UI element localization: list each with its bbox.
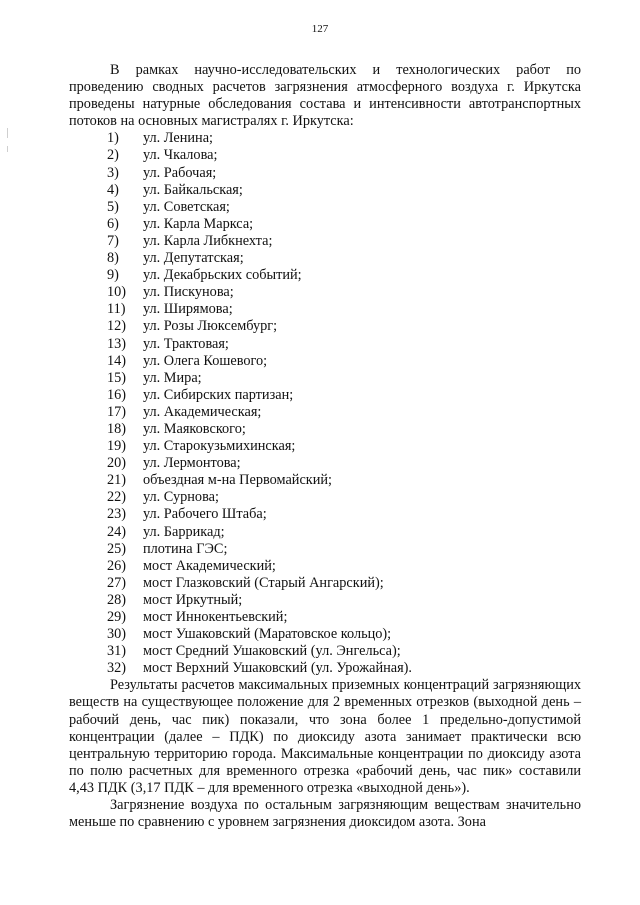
list-item-number: 30) bbox=[107, 626, 127, 643]
list-item bbox=[69, 182, 581, 199]
list-item-number: 14) bbox=[107, 352, 127, 369]
scan-margin-mark bbox=[7, 146, 8, 152]
list-item-name: ул. Карла Маркса; bbox=[143, 215, 254, 232]
list-item bbox=[69, 455, 581, 472]
list-item-name: мост Иркутный; bbox=[143, 591, 243, 608]
list-item-number: 9) bbox=[107, 267, 119, 284]
list-item-number: 17) bbox=[107, 403, 127, 420]
list-item-number: 5) bbox=[107, 198, 119, 215]
list-item-name: объездная м-на Первомайский; bbox=[143, 472, 333, 489]
list-item-number: 32) bbox=[107, 660, 127, 677]
list-item-number: 7) bbox=[107, 232, 119, 249]
list-item-name: плотина ГЭС; bbox=[143, 540, 228, 557]
list-item bbox=[69, 233, 581, 250]
list-item bbox=[69, 558, 581, 575]
list-item bbox=[69, 147, 581, 164]
list-item-number: 23) bbox=[107, 506, 127, 523]
list-item-name: ул. Баррикад; bbox=[143, 523, 225, 540]
list-item-name: мост Верхний Ушаковский (ул. Урожайная). bbox=[143, 660, 413, 677]
list-item-number: 24) bbox=[107, 523, 127, 540]
list-item bbox=[69, 506, 581, 523]
list-item-number: 29) bbox=[107, 609, 127, 625]
list-item bbox=[69, 609, 581, 626]
list-item-name: ул. Лермонтова; bbox=[143, 455, 241, 472]
list-item bbox=[69, 643, 581, 660]
list-item bbox=[69, 438, 581, 455]
street-list bbox=[69, 130, 581, 677]
list-item-name: мост Средний Ушаковский (ул. Энгельса); bbox=[143, 643, 401, 660]
pollution-paragraph: Загрязнение воздуха по остальным загрязняющим веществам значительно меньше по сравнению с уровнем загрязнения диоксидом азота. Зона bbox=[69, 797, 581, 831]
list-item-name: ул. Декабрьских событий; bbox=[143, 267, 302, 284]
list-item-name: мост Глазковский (Старый Ангарский); bbox=[143, 574, 384, 591]
list-item-name: мост Ушаковский (Маратовское кольцо); bbox=[143, 626, 392, 643]
list-item-name: ул. Старокузьмихинская; bbox=[143, 438, 296, 455]
list-item-number: 21) bbox=[107, 472, 127, 489]
list-item bbox=[69, 489, 581, 506]
list-item-number: 25) bbox=[107, 540, 127, 557]
list-item bbox=[69, 524, 581, 541]
list-item bbox=[69, 541, 581, 558]
list-item bbox=[69, 318, 581, 335]
list-item-name: ул. Мира; bbox=[143, 369, 202, 386]
list-item-number: 1) bbox=[107, 130, 119, 147]
list-item-name: ул. Сибирских партизан; bbox=[143, 386, 294, 403]
list-item bbox=[69, 660, 581, 677]
list-item-number: 10) bbox=[107, 284, 127, 301]
list-item bbox=[69, 301, 581, 318]
list-item bbox=[69, 404, 581, 421]
list-item-name: ул. Маяковского; bbox=[143, 420, 246, 437]
list-item-name: ул. Розы Люксембург; bbox=[143, 318, 278, 335]
intro-paragraph: В рамках научно-исследовательских и технологических работ по проведению сводных расчетов загрязнения атмосферного воздуха г. Иркутска проведены натурные обследования состава и интенсивности автотранспортных потоков на основных магистралях г. Иркутска: bbox=[69, 62, 581, 130]
list-item bbox=[69, 267, 581, 284]
list-item-name: ул. Байкальская; bbox=[143, 181, 243, 198]
list-item-name: ул. Академическая; bbox=[143, 403, 262, 420]
list-item-number: 26) bbox=[107, 557, 127, 574]
list-item-name: ул. Чкалова; bbox=[143, 147, 218, 164]
list-item-number: 2) bbox=[107, 147, 119, 164]
list-item-name: ул. Пискунова; bbox=[143, 284, 234, 301]
list-item-name: мост Иннокентьевский; bbox=[143, 609, 288, 625]
list-item bbox=[69, 165, 581, 182]
list-item bbox=[69, 421, 581, 438]
list-item bbox=[69, 250, 581, 267]
list-item-number: 8) bbox=[107, 250, 119, 267]
list-item bbox=[69, 199, 581, 216]
list-item-name: ул. Рабочая; bbox=[143, 164, 217, 181]
list-item bbox=[69, 130, 581, 147]
list-item bbox=[69, 353, 581, 370]
list-item bbox=[69, 592, 581, 609]
list-item bbox=[69, 575, 581, 592]
list-item-name: ул. Олега Кошевого; bbox=[143, 352, 268, 369]
list-item-number: 22) bbox=[107, 489, 127, 506]
list-item bbox=[69, 370, 581, 387]
scan-margin-mark bbox=[7, 128, 8, 138]
list-item-number: 6) bbox=[107, 215, 119, 232]
list-item-number: 31) bbox=[107, 643, 127, 660]
page-number: 127 bbox=[311, 23, 329, 35]
list-item-number: 13) bbox=[107, 335, 127, 352]
list-item bbox=[69, 387, 581, 404]
list-item bbox=[69, 336, 581, 353]
list-item-name: ул. Ширямова; bbox=[143, 301, 233, 318]
list-item-name: ул. Советская; bbox=[143, 198, 230, 215]
list-item-name: мост Академический; bbox=[143, 557, 276, 574]
list-item bbox=[69, 472, 581, 489]
list-item-number: 16) bbox=[107, 386, 127, 403]
list-item-number: 19) bbox=[107, 438, 127, 455]
list-item-name: ул. Карла Либкнехта; bbox=[143, 232, 273, 249]
list-item bbox=[69, 284, 581, 301]
list-item bbox=[69, 216, 581, 233]
list-item-number: 28) bbox=[107, 591, 127, 608]
list-item-name: ул. Сурнова; bbox=[143, 489, 219, 506]
list-item-number: 12) bbox=[107, 318, 127, 335]
list-item-number: 11) bbox=[107, 301, 126, 318]
list-item-number: 4) bbox=[107, 181, 119, 198]
list-item-name: ул. Рабочего Штаба; bbox=[143, 506, 267, 523]
list-item-name: ул. Депутатская; bbox=[143, 250, 244, 267]
list-item-number: 27) bbox=[107, 574, 127, 591]
list-item bbox=[69, 626, 581, 643]
list-item-number: 3) bbox=[107, 164, 119, 181]
list-item-number: 18) bbox=[107, 420, 127, 437]
list-item-number: 15) bbox=[107, 369, 127, 386]
list-item-number: 20) bbox=[107, 455, 127, 472]
list-item-name: ул. Трактовая; bbox=[143, 335, 229, 352]
document-body bbox=[69, 62, 581, 831]
list-item-name: ул. Ленина; bbox=[143, 130, 214, 147]
results-paragraph: Результаты расчетов максимальных приземных концентраций загрязняющих веществ на существующее положение для 2 временных отрезков (выходной день – рабочий день, час пик) показали, что зона более 1 предельно-допустимой концентрации (далее – ПДК) по диоксиду азота занимает практически всю центральную территорию города. Максимальные концентрации по диоксиду азота по полю расчетных для временного отрезка «рабочий день, час пик» составили 4,43 ПДК (3,17 ПДК – для временного отрезка «выходной день»). bbox=[69, 677, 581, 796]
